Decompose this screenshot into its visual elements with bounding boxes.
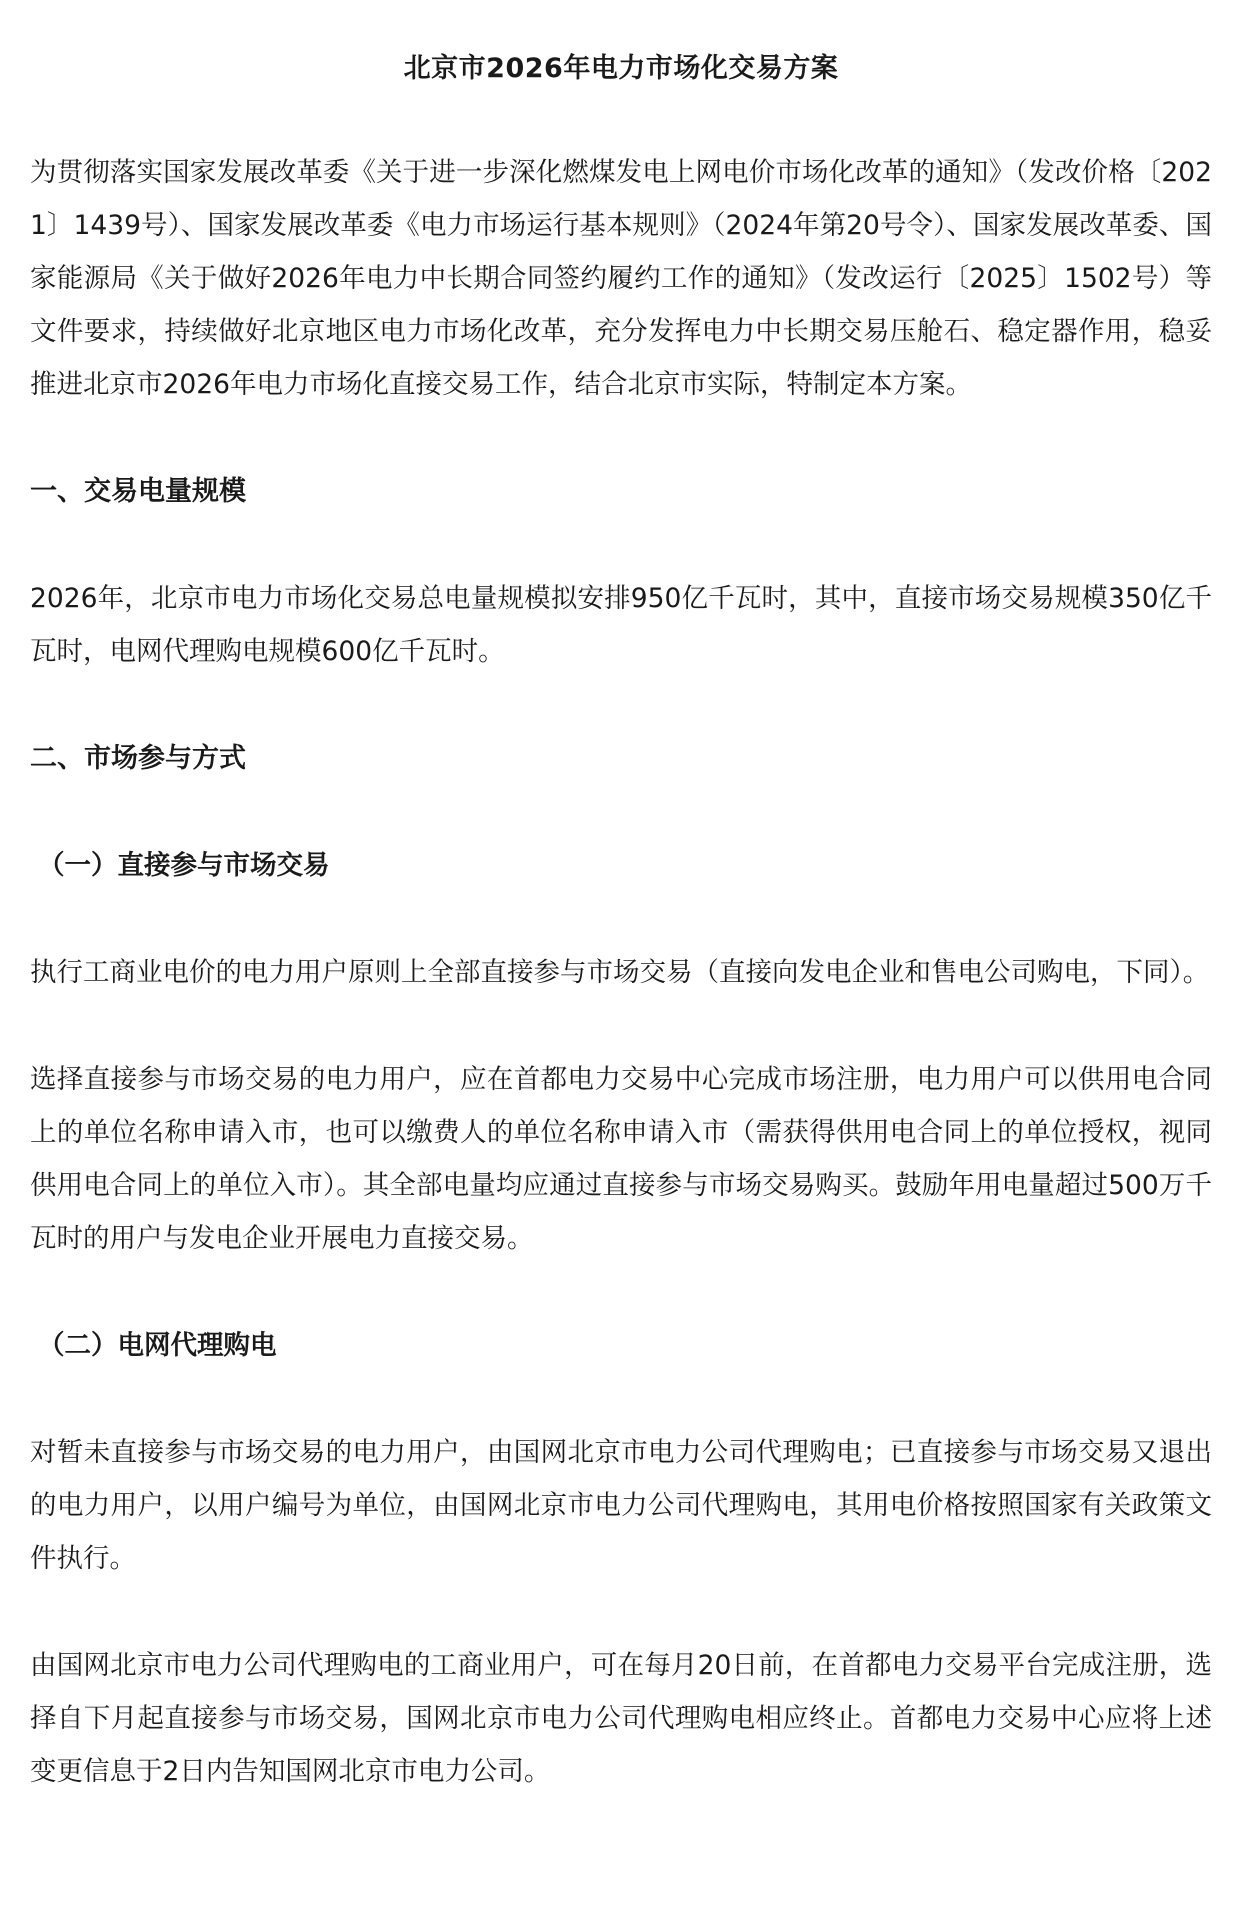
section-1-paragraph: 2026年，北京市电力市场化交易总电量规模拟安排950亿千瓦时，其中，直接市场交易规模350亿千瓦时，电网代理购电规模600亿千瓦时。 — [30, 583, 1212, 667]
intro-paragraph: 为贯彻落实国家发展改革委《关于进一步深化燃煤发电上网电价市场化改革的通知》（发改价格〔2021〕1439号）、国家发展改革委《电力市场运行基本规则》（2024年第20号令）、国家发展改革委、国家能源局《关于做好2026年电力中长期合同签约履约工作的通知》（发改运行〔2025〕1502号）等文件要求，持续做好北京地区电力市场化改革，充分发挥电力中长期交易压舱石、稳定器作用，稳妥推进北京市2026年电力市场化直接交易工作，结合北京市实际，特制定本方案。 — [30, 157, 1212, 400]
subsection-1-paragraph-1: 执行工商业电价的电力用户原则上全部直接参与市场交易（直接向发电企业和售电公司购电，下同）。 — [30, 957, 1210, 988]
subsection-1-heading: （一）直接参与市场交易 — [38, 850, 330, 881]
subsection-2-paragraph-2: 由国网北京市电力公司代理购电的工商业用户，可在每月20日前，在首都电力交易平台完成注册，选择自下月起直接参与市场交易，国网北京市电力公司代理购电相应终止。首都电力交易中心应将上述变更信息于2日内告知国网北京市电力公司。 — [30, 1650, 1212, 1787]
subsection-2-paragraph-1: 对暂未直接参与市场交易的电力用户，由国网北京市电力公司代理购电；已直接参与市场交易又退出的电力用户，以用户编号为单位，由国网北京市电力公司代理购电，其用电价格按照国家有关政策文件执行。 — [30, 1437, 1212, 1574]
section-2-heading: 二、市场参与方式 — [30, 743, 246, 774]
subsection-2-heading: （二）电网代理购电 — [38, 1330, 277, 1361]
section-1-heading: 一、交易电量规模 — [30, 476, 246, 507]
document-title: 北京市2026年电力市场化交易方案 — [403, 53, 839, 84]
subsection-1-paragraph-2: 选择直接参与市场交易的电力用户，应在首都电力交易中心完成市场注册，电力用户可以供用电合同上的单位名称申请入市，也可以缴费人的单位名称申请入市（需获得供用电合同上的单位授权，视同供用电合同上的单位入市）。其全部电量均应通过直接参与市场交易购买。鼓励年用电量超过500万千瓦时的用户与发电企业开展电力直接交易。 — [30, 1064, 1212, 1254]
